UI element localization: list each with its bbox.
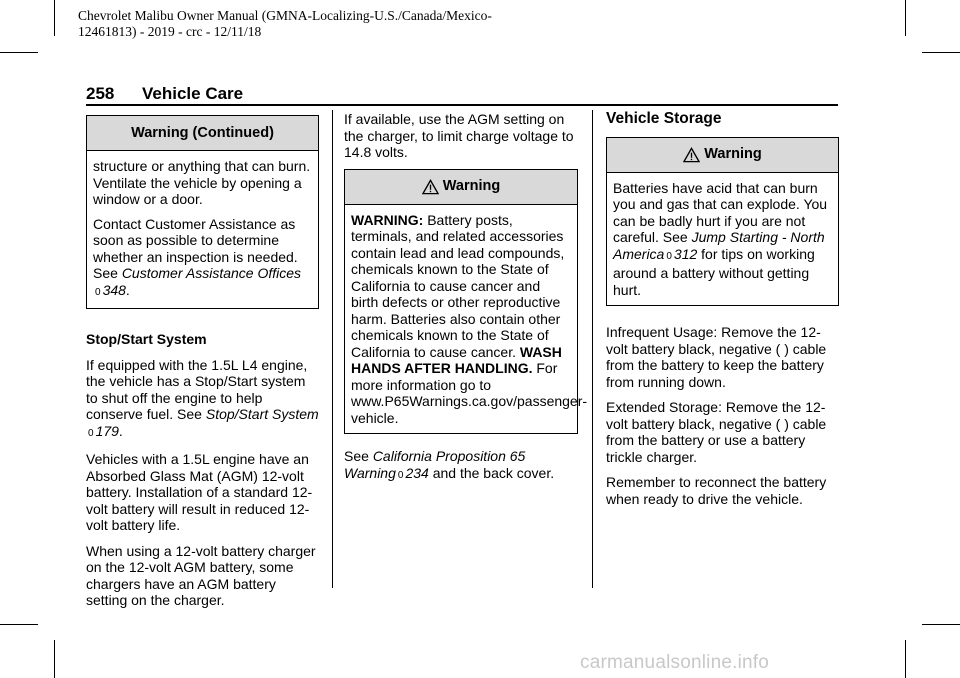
page-ref-312[interactable]: 312 — [673, 245, 698, 262]
link-jump-starting[interactable]: Jump Starting - North America — [613, 229, 825, 262]
warning-acid-title-bar — [607, 138, 838, 173]
heading-rule — [86, 104, 838, 106]
page-ref-arrow-icon: 0 — [397, 469, 404, 481]
warn-p2-end: . — [125, 281, 130, 298]
column-3 — [606, 111, 839, 516]
charger-p: When using a 12-volt battery charger on the 12-volt AGM battery, some chargers have an AGM battery setting on the charger. — [86, 542, 316, 608]
crop-mark-br-v — [905, 640, 906, 678]
page-ref-348[interactable]: 348 — [102, 281, 126, 298]
warning-continued-body — [87, 151, 318, 308]
link-california-prop65[interactable]: California Proposition 65 Warning — [344, 448, 526, 481]
warning-lead-body — [345, 205, 588, 434]
page-ref-arrow-icon: 0 — [88, 427, 94, 439]
warn-text2: For more information go to www.P65Warnings.ca.gov/passenger-vehicle. — [351, 360, 588, 426]
crop-mark-bl-h — [0, 624, 38, 625]
stop-start-p1 — [86, 357, 319, 443]
warning-continued-title: Warning (Continued) — [87, 116, 318, 151]
warning-lead-box — [344, 169, 588, 435]
column-1 — [86, 115, 319, 618]
column-2 — [344, 111, 588, 493]
warning-acid-text — [613, 180, 832, 299]
agm-battery-p: Vehicles with a 1.5L engine have an Absorbed Glass Mat (AGM) 12-volt battery. Installation of a standard 12-volt battery will result in reduced 12-volt battery life. — [86, 451, 313, 533]
warn-text1: Battery posts, terminals, and related accessories contain lead and lead compounds, chemicals known to the State of California to cause cancer and birth defects or other reproductive harm. Batteries also contain other chemicals known to the State of California to cause cancer. — [351, 211, 565, 360]
crop-mark-br-h — [922, 624, 960, 625]
warning-acid-body — [607, 173, 838, 306]
print-header-line1: Chevrolet Malibu Owner Manual (GMNA-Localizing-U.S./Canada/Mexico- — [78, 8, 492, 23]
warning-triangle-icon — [422, 179, 439, 195]
page-ref-arrow-icon: 0 — [95, 286, 101, 298]
prop65-see-p — [344, 448, 578, 484]
column-divider-1 — [332, 110, 333, 588]
stop-start-heading: Stop/Start System — [86, 331, 207, 347]
link-customer-assistance-offices[interactable]: Customer Assistance Offices — [121, 265, 302, 281]
reconnect-p: Remember to reconnect the battery when ready to drive the vehicle. — [606, 474, 827, 507]
page-ref-234[interactable]: 234 — [405, 464, 429, 481]
page-title: Vehicle Care — [142, 84, 244, 103]
vehicle-storage-heading: Vehicle Storage — [606, 110, 722, 127]
warning-lead-title: Warning — [442, 178, 501, 195]
warn-p2-text: Contact Customer Assistance as soon as possible to determine whether an inspection is needed. See — [93, 215, 298, 281]
agm-setting-p: If available, use the AGM setting on the charger, to limit charge voltage to 14.8 volts. — [344, 111, 574, 160]
warning-continued-p2 — [93, 216, 312, 302]
p2-end: and the back cover. — [428, 464, 555, 481]
warning-continued-p1: structure or anything that can burn. Ventilate the vehicle by opening a window or a door. — [93, 158, 311, 207]
extended-storage-p: Extended Storage: Remove the 12-volt battery black, negative ( ) cable from the battery or use a battery trickle charger. — [606, 399, 827, 465]
page-ref-179[interactable]: 179 — [95, 422, 119, 439]
link-stop-start-system[interactable]: Stop/Start System — [205, 406, 319, 422]
warning-lead-title-bar — [345, 170, 577, 205]
print-header-line2: 12461813) - 2019 - crc - 12/11/18 — [78, 24, 262, 39]
print-header — [78, 8, 492, 40]
crop-mark-tr-v — [905, 0, 906, 36]
warning-triangle-icon — [683, 147, 700, 163]
warning-acid-title: Warning — [704, 146, 762, 163]
acid-text: Batteries have acid that can burn you and gas that can explode. You can be badly hurt if you are not careful. See — [613, 179, 828, 245]
acid-end: for tips on working around a battery without getting hurt. — [613, 245, 815, 298]
crop-mark-tl-v — [54, 0, 55, 36]
warning-acid-box — [606, 137, 839, 307]
column-divider-2 — [592, 110, 593, 588]
warning-lead-text — [351, 211, 588, 427]
crop-mark-bl-v — [54, 640, 55, 678]
p1-text: If equipped with the 1.5L L4 engine, the vehicle has a Stop/Start system to shut off the engine to help conserve fuel. See — [86, 356, 308, 422]
infrequent-usage-p: Infrequent Usage: Remove the 12-volt battery black, negative ( ) cable from the battery to keep the battery from running down. — [606, 324, 827, 390]
p1-end: . — [118, 422, 123, 439]
warning-label: WARNING: — [351, 211, 424, 228]
wash-hands-label: WASH HANDS AFTER HANDLING. — [351, 343, 562, 376]
crop-mark-tl-h — [0, 52, 38, 53]
crop-mark-tr-h — [922, 52, 960, 53]
page-ref-arrow-icon: 0 — [666, 250, 672, 262]
warning-continued-box — [86, 115, 319, 309]
page-number: 258 — [86, 84, 115, 103]
page-heading — [86, 84, 243, 104]
see-text: See — [344, 448, 373, 464]
watermark: carmanualsonline.info — [580, 652, 770, 673]
